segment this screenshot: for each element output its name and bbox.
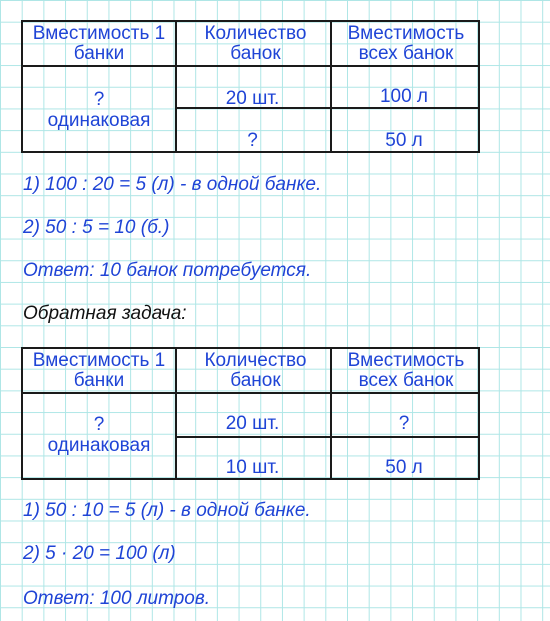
table-divider	[175, 436, 478, 438]
inverse-task-heading: Обратная задача:	[23, 303, 187, 324]
header-jar-count	[183, 24, 328, 64]
capacity-one-jar-value	[23, 89, 175, 131]
table-divider	[23, 65, 478, 67]
table-divider	[23, 392, 478, 394]
capacity-one-jar-value	[23, 414, 175, 456]
header-text: Вместимость всех банок	[347, 350, 465, 391]
solution-step-1: 1) 50 : 10 = 5 (л) - в одной банке.	[23, 500, 311, 521]
header-capacity-all-jars	[334, 351, 478, 391]
solution-step-1: 1) 100 : 20 = 5 (л) - в одной банке.	[23, 174, 322, 195]
same-label: одинаковая	[47, 110, 151, 131]
header-capacity-all-jars	[334, 24, 478, 64]
header-jar-count	[183, 351, 328, 391]
answer-line: Ответ: 10 банок потребуется.	[23, 260, 312, 281]
row1-total: ?	[398, 413, 410, 434]
solution-step-2: 2) 5 · 20 = 100 (л)	[23, 543, 176, 564]
row1-total: 100 л	[379, 86, 429, 107]
header-capacity-one-jar	[23, 24, 175, 64]
task-table-1	[21, 20, 480, 153]
header-text: Количество банок	[204, 350, 307, 391]
header-text: Количество банок	[204, 23, 307, 64]
row1-count: 20 шт.	[225, 413, 280, 434]
row2-total: 50 л	[385, 130, 423, 151]
row2-count: ?	[247, 130, 258, 151]
task-table-2	[21, 347, 480, 480]
solution-step-2: 2) 50 : 5 = 10 (б.)	[23, 217, 170, 238]
header-capacity-one-jar	[23, 351, 175, 391]
row2-count: 10 шт.	[225, 457, 280, 478]
unknown-mark: ?	[93, 414, 105, 435]
header-text: Вместимость 1 банки	[32, 350, 166, 391]
answer-line: Ответ: 100 литров.	[23, 588, 211, 609]
unknown-mark: ?	[93, 89, 105, 110]
row2-total: 50 л	[385, 457, 423, 478]
row1-count: 20 шт.	[225, 88, 280, 109]
header-text: Вместимость 1 банки	[32, 23, 166, 64]
same-label: одинаковая	[47, 435, 151, 456]
header-text: Вместимость всех банок	[347, 23, 465, 64]
